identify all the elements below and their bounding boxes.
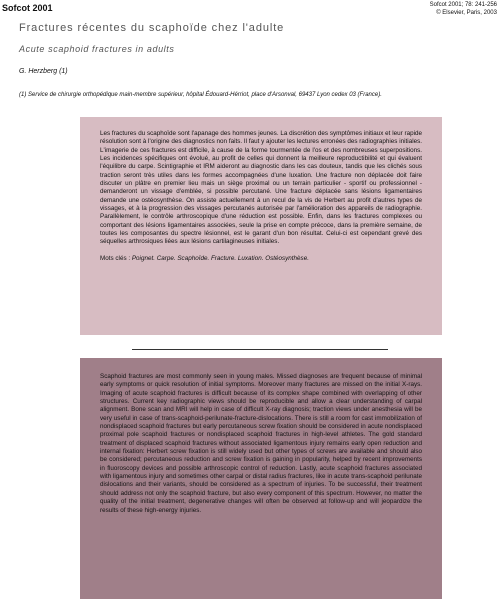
title-french: Fractures récentes du scaphoïde chez l'adulte xyxy=(19,22,285,34)
citation-publisher: © Elsevier, Paris, 2003 xyxy=(436,9,497,16)
citation-block xyxy=(430,2,497,17)
title-english: Acute scaphoid fractures in adults xyxy=(19,44,175,54)
keywords-label: Mots clés : xyxy=(100,254,131,262)
journal-name: Sofcot 2001 xyxy=(2,3,53,13)
affiliation: (1) Service de chirurgie orthopédique main-membre supérieur, hôpital Édouard-Hérriot, place d'Arsonval, 69437 Lyon cedex 03 (France). xyxy=(19,92,382,98)
abstract-french-box xyxy=(80,117,442,335)
section-divider xyxy=(132,349,388,350)
author: G. Herzberg (1) xyxy=(19,68,68,75)
keywords-french xyxy=(100,255,422,263)
abstract-french-text: Les fractures du scaphoïde sont l'apanage des hommes jeunes. La discrétion des symptômes initiaux et leur rapide résolution sont à l'origine des diagnostics non faits. Il faut y ajouter les lectures erronées des radiographies initiales. L'imagerie de ces fractures est difficile, à cause de la forme tourmentée de l'os et des nombreuses superpositions. Les incidences spécifiques ont évolué, au profit de celles qui donnent la meilleure reproductibilité et qui évaluent l'équilibre du carpe. Scintigraphie et IRM aideront au diagnostic dans les cas douteux, tandis que les clichés sous traction seront très utiles dans les formes accompagnées d'une luxation. Une fracture non déplacée doit faire discuter un plâtre en premier lieu mais un siège proximal ou un terrain particulier - sportif ou professionnel - demanderont un vissage d'emblée, si possible percutané. Une fracture déplacée sans lésions ligamentaires demande une ostéosynthèse. On assiste actuellement à un recul de la vis de Herbert au profit d'autres types de vissages, et à la progression des vissages percutanés autorisée par l'amélioration des appareils de radiographie. Parallèlement, le contrôle arthroscopique d'une réduction est possible. Enfin, dans les fractures complexes ou comportant des lésions ligamentaires associées, seule la prise en compte précoce, dans la première semaine, de toutes les composantes du spectre lésionnel, est le garant d'un bon résultat. Celui-ci est cependant grevé des séquelles arthrosiques liées aux lésions cartilagineuses initiales. xyxy=(100,130,422,246)
abstract-english-box xyxy=(80,358,442,599)
abstract-english-text: Scaphoid fractures are most commonly seen in young males. Missed diagnoses are frequent because of minimal early symptoms or quick resolution of initial symptoms. Moreover many fractures are missed on the initial X-rays. Imaging of acute scaphoid fractures is difficult because of its complex shape combined with overlapping of other structures. Current key radiographic views should be reproducible and allow a clear understanding of carpal alignment. Bone scan and MRI will help in case of difficult X-ray diagnosis; traction views under anesthesia will be very useful in case of trans-scaphoid-perilunate-fracture-dislocations. There is still a room for cast immobilization of nondisplaced scaphoid fractures but early percutaneous screw fixation should be considered in acute nondisplaced proximal pole scaphoid fractures or nondisplaced scaphoid fractures in high-level athletes. The gold standard treatment of displaced scaphoid fractures without associated ligamentous injury remains early open reduction and internal fixation: Herbert screw fixation is still widely used but other types of screws are available and should also be considered; percutaneous reduction and screw fixation is gaining in popularity, helped by recent improvements in fluoroscopy devices and possible arthroscopic control of reduction. Lastly, acute scaphoid fractures associated with ligamentous injury and sometimes other carpal or distal radius fractures, like in acute trans-scaphoid perilunate dislocations and their variants, should be considered as a spectrum of injuries. To be successful, their treatment should address not only the scaphoid fracture, but also every component of this spectrum. However, no matter the quality of the initial treatment, degenerative changes will often be observed at follow-up and will jeopardize the results of these high-energy injuries. xyxy=(100,373,422,514)
keywords-list: Poignet. Carpe. Scaphoïde. Fracture. Luxation. Ostéosynthèse. xyxy=(131,254,309,262)
citation-volume: Sofcot 2001; 78: 241-256 xyxy=(429,2,497,8)
